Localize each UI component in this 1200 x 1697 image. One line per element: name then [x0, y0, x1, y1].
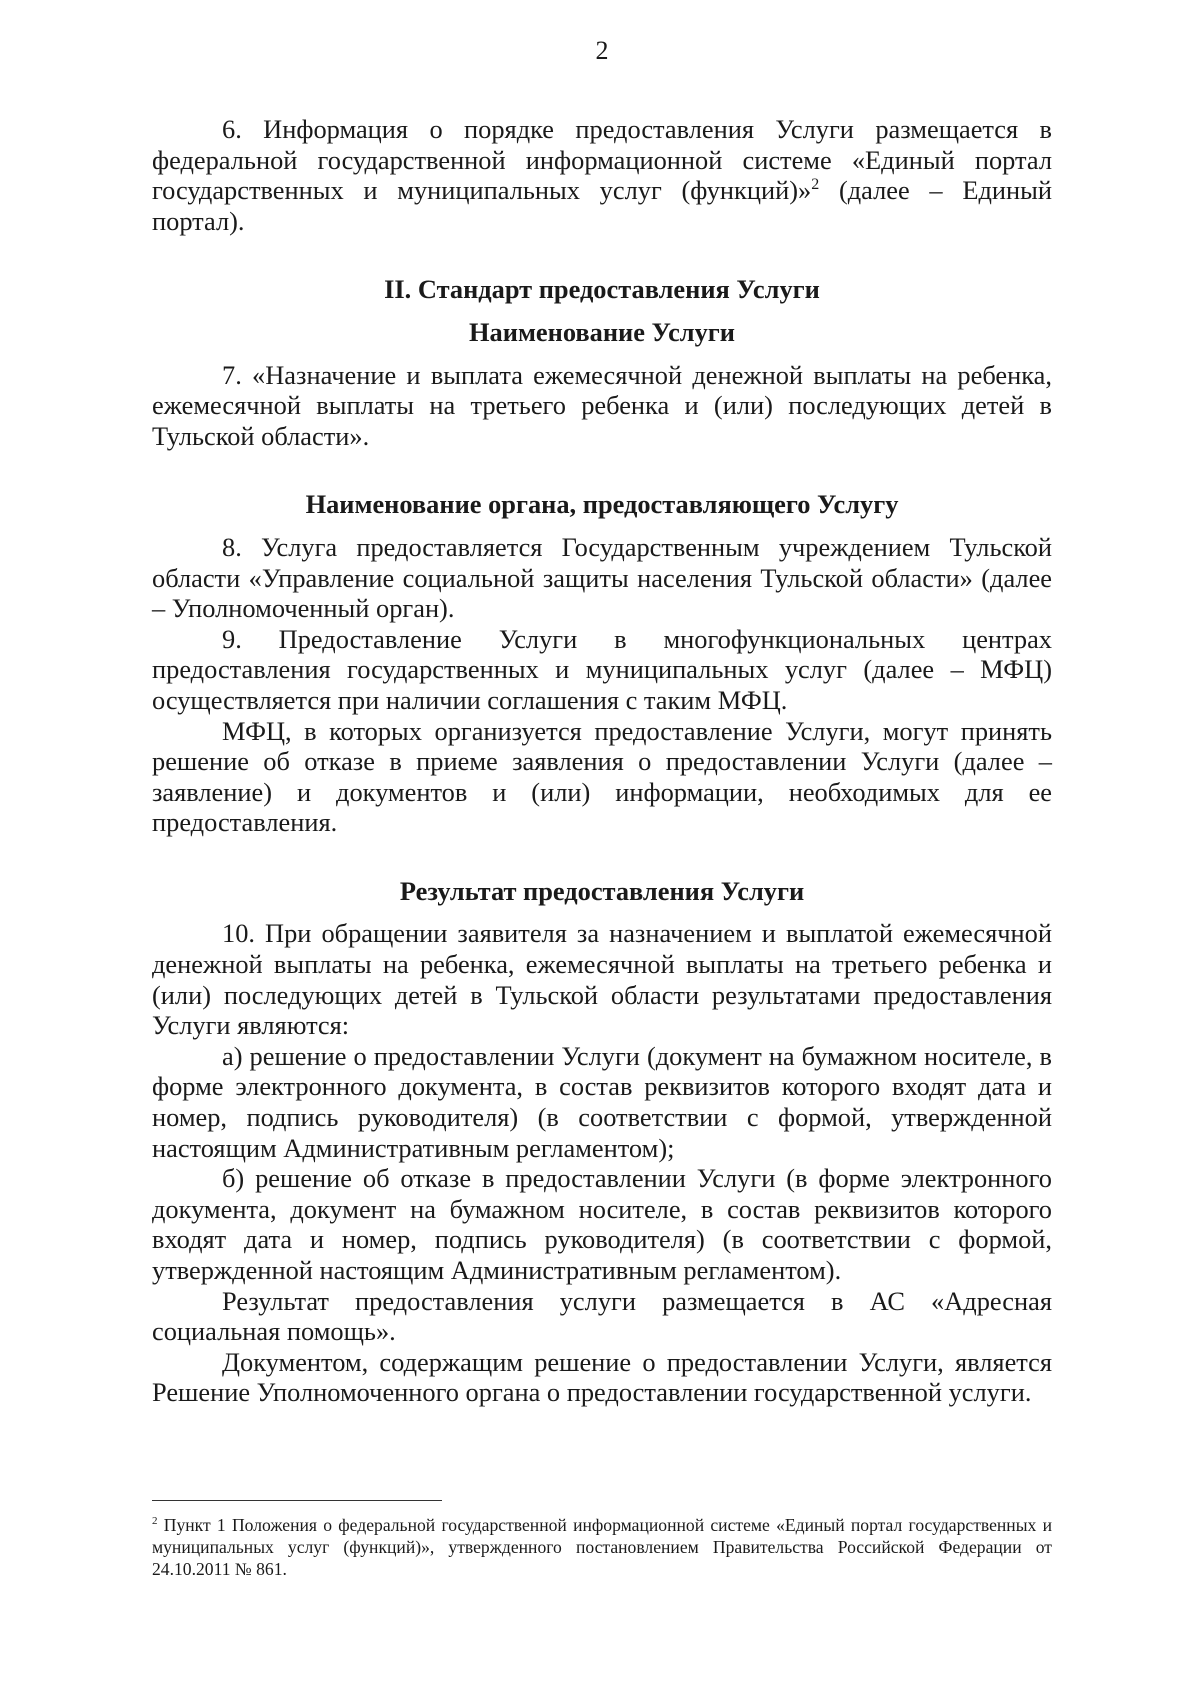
paragraph-6-tail: (далее – Единый портал).: [152, 175, 1052, 236]
paragraph-10-c: Результат предоставления услуги размещается в АС «Адресная социальная помощь».: [152, 1285, 1052, 1347]
paragraph-9: 9. Предоставление Услуги в многофункциональных центрах предоставления государственных и муниципальных услуг (далее – МФЦ) осуществляется при наличии соглашения с таким МФЦ.: [152, 623, 1052, 715]
heading-providing-organ: Наименование органа, предоставляющего Услугу: [305, 489, 899, 520]
paragraph-8: 8. Услуга предоставляется Государственным учреждением Тульской области «Управление социальной защиты населения Тульской области» (далее – Уполномоченный орган).: [152, 531, 1052, 624]
paragraph-6-text: 6. Информация о порядке предоставления Услуги размещается в федеральной государственной информационной системе «Единый портал государственных и муниципальных услуг (функций)»: [152, 114, 1052, 206]
footnote-text: Пункт 1 Положения о федеральной государственной информационной системе «Единый портал государственных и муниципальных услуг (функций)», утвержденного постановлением Правительства Российской Федерации от 24.10.2011 № 861.: [152, 1515, 1052, 1579]
paragraph-10-b: б) решение об отказе в предоставлении Услуги (в форме электронного документа, документ на бумажном носителе, в состав реквизитов которого входят дата и номер, подпись руководителя) (в соответствии с формой, утвержденной настоящим Административным регламентом).: [152, 1163, 1052, 1285]
footnote: [152, 1514, 1052, 1580]
document-page: [152, 0, 1052, 1697]
footnote-divider: [152, 1500, 442, 1501]
paragraph-10: 10. При обращении заявителя за назначением и выплатой ежемесячной денежной выплаты на ребенка, ежемесячной выплаты на третьего ребенка и (или) последующих детей в Тульской области результатами предоставления Услуги являются:: [152, 918, 1052, 1041]
paragraph-9-mfc: МФЦ, в которых организуется предоставление Услуги, могут принять решение об отказе в приеме заявления о предоставлении Услуги (далее – заявление) и документов и (или) информации, необходимых для ее предоставления.: [152, 715, 1052, 838]
heading-service-name: Наименование Услуги: [469, 316, 735, 347]
paragraph-10-d: Документом, содержащим решение о предоставлении Услуги, является Решение Уполномоченного органа о предоставлении государственной услуги.: [152, 1346, 1052, 1408]
page-number: 2: [595, 36, 609, 65]
footnote-mark: 2: [152, 1515, 158, 1528]
paragraph-7: 7. «Назначение и выплата ежемесячной денежной выплаты на ребенка, ежемесячной выплаты на третьего ребенка и (или) последующих детей в Тульской области».: [152, 359, 1052, 451]
paragraph-6: [152, 114, 1052, 236]
footnote-reference[interactable]: 2: [811, 176, 820, 194]
section-title: II. Стандарт предоставления Услуги: [384, 274, 820, 305]
paragraph-10-a: а) решение о предоставлении Услуги (документ на бумажном носителе, в форме электронного документа, в состав реквизитов которого входят дата и номер, подпись руководителя) (в соответствии с формой, утвержденной настоящим Административным регламентом);: [152, 1040, 1052, 1163]
document-body: [152, 114, 1052, 1408]
heading-service-result: Результат предоставления Услуги: [399, 875, 805, 906]
